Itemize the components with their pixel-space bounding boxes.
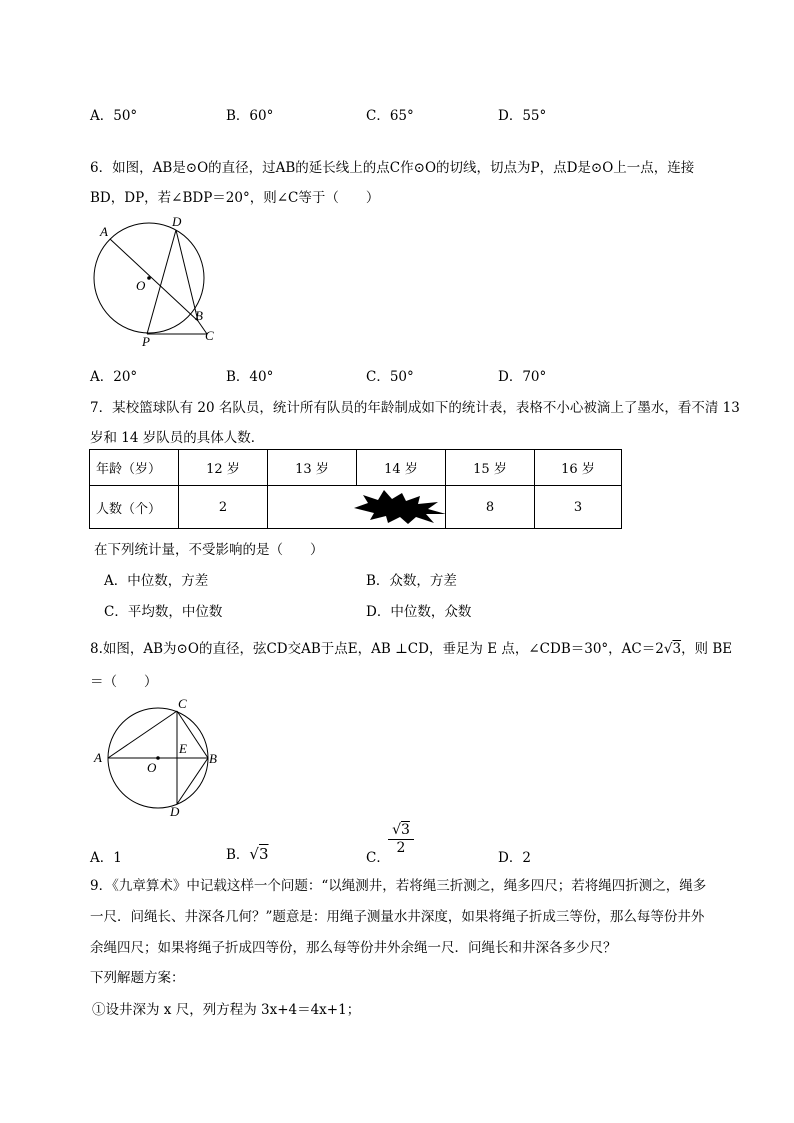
q8-label-b: B — [209, 751, 217, 766]
q8-option-b: B．√3 — [226, 845, 269, 863]
q7-stem-line2: 岁和 14 岁队员的具体人数． — [90, 430, 265, 446]
table-header-cell: 16 岁 — [535, 450, 622, 486]
q6-option-a: A．20° — [90, 369, 138, 385]
table-row-label: 人数（个） — [90, 486, 179, 529]
q5-option-a: A．50° — [90, 108, 138, 124]
q9-solution-1: ①设井深为 x 尺，列方程为 3x+4＝4x+1； — [92, 1002, 361, 1018]
table-cell-ink-blot — [268, 486, 446, 529]
sqrt-sign-icon: √3 — [392, 822, 410, 838]
q6-label-c: C — [205, 328, 214, 343]
table-cell: 3 — [535, 486, 622, 529]
q8-label-c: C — [178, 696, 187, 711]
q9-solutions-heading: 下列解题方案： — [90, 970, 185, 986]
q7-stem-line1: 7．某校篮球队有 20 名队员，统计所有队员的年龄制成如下的统计表，表格不小心被滴上了墨水，看不清 13 — [90, 400, 740, 416]
q8-label-d: D — [170, 804, 180, 819]
q8-stem-line2: ＝（ ） — [90, 674, 158, 690]
q8-label-o: O — [147, 760, 157, 775]
q8-line-ac — [108, 711, 177, 758]
q7-age-table — [89, 449, 622, 529]
sqrt-sign-icon: √3 — [663, 641, 682, 657]
q9-stem-line3: 余绳四尺；如果将绳子折成四等份，那么每等份井外余绳一尺．问绳长和井深各多少尺？ — [90, 940, 617, 956]
q6-label-b: B — [195, 308, 203, 323]
q8-option-d: D．2 — [498, 850, 531, 866]
q6-label-p: P — [142, 334, 150, 349]
table-header-cell: 12 岁 — [179, 450, 268, 486]
q6-option-d: D．70° — [498, 369, 547, 385]
table-header-cell: 15 岁 — [446, 450, 535, 486]
q6-option-b: B．40° — [226, 369, 274, 385]
q8-option-a: A．1 — [90, 850, 122, 866]
q7-option-a: A．中位数，方差 — [104, 573, 209, 589]
q6-center-dot — [147, 276, 151, 280]
q6-stem-line1: 6．如图，AB是⊙O的直径，过AB的延长线上的点C作⊙O的切线，切点为P，点D是⊙O上一点，连接 — [90, 160, 695, 176]
q6-stem-line2: BD，DP，若∠BDP＝20°，则∠C等于（ ） — [90, 190, 380, 206]
q8-label-e: E — [179, 741, 187, 756]
q9-stem-line1: 9．《九章算术》中记载这样一个问题：“以绳测井，若将绳三折测之，绳多四尺；若将绳四折测之，绳多 — [90, 878, 707, 894]
table-row — [90, 450, 622, 486]
ink-blot-icon — [354, 490, 446, 524]
q7-question: 在下列统计量，不受影响的是（ ） — [94, 542, 324, 558]
q6-option-c: C．50° — [366, 369, 414, 385]
q6-label-o: O — [136, 278, 146, 293]
q6-label-a: A — [100, 224, 108, 239]
q8-option-c-fraction: √3 2 — [388, 822, 414, 857]
q8-label-a: A — [94, 750, 102, 765]
q6-line-dp — [147, 230, 176, 334]
q7-option-c: C．平均数，中位数 — [104, 604, 223, 620]
q6-label-d: D — [172, 214, 182, 229]
q8-line-bd — [177, 758, 208, 804]
sqrt-sign-icon: √3 — [249, 845, 269, 863]
q9-stem-line2: 一尺．问绳长、井深各几何？”题意是：用绳子测量水井深度，如果将绳子折成三等份，那么每等份井外 — [90, 909, 705, 925]
table-header-cell: 13 岁 — [268, 450, 357, 486]
q7-option-d: D．中位数，众数 — [366, 604, 472, 620]
q5-option-d: D．55° — [498, 108, 547, 124]
q8-option-c: C． — [366, 850, 390, 866]
q7-option-b: B．众数，方差 — [366, 573, 457, 589]
q5-option-c: C．65° — [366, 108, 414, 124]
q5-option-b: B．60° — [226, 108, 274, 124]
q8-center-dot — [156, 756, 160, 760]
table-row — [90, 486, 622, 529]
table-header-cell: 年龄（岁） — [90, 450, 179, 486]
table-cell: 2 — [179, 486, 268, 529]
q8-figure — [90, 696, 226, 822]
q8-stem-line1: 8.如图，AB为⊙O的直径，弦CD交AB于点E，AB ⊥CD，垂足为 E 点，∠CDB＝30°，AC＝2√3，则 BE — [90, 641, 733, 657]
table-cell: 8 — [446, 486, 535, 529]
table-header-cell: 14 岁 — [357, 450, 446, 486]
q6-figure — [86, 212, 226, 350]
